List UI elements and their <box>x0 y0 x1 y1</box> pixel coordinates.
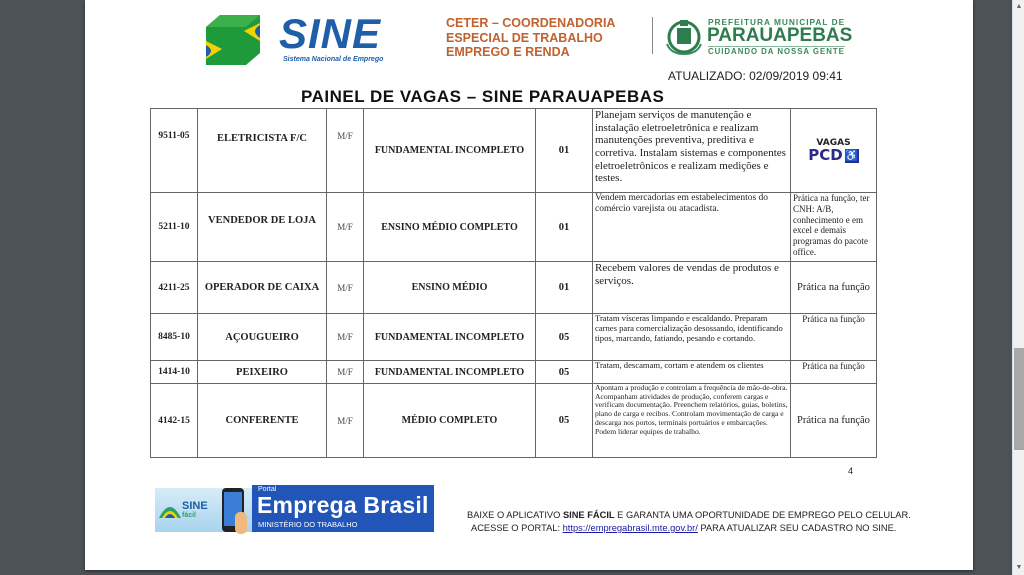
page-title: PAINEL DE VAGAS – SINE PARAUAPEBAS <box>301 87 665 106</box>
prefeitura-crest-icon <box>663 16 705 56</box>
occupation: VENDEDOR DE LOJA <box>198 193 327 262</box>
prefeitura-top: PREFEITURA MUNICIPAL DE <box>708 17 846 27</box>
sine-subtitle: Sistema Nacional de Emprego <box>283 56 384 63</box>
banner-portal-label: Portal <box>258 486 277 493</box>
requirements <box>791 109 877 193</box>
description: Tratam vísceras limpando e escaldando. Preparam carnes para comercialização desossando, identificando tipos, marcando, fatiando, pesando e cortando. <box>593 314 791 361</box>
schooling: MÉDIO COMPLETO <box>364 384 536 458</box>
cbo-code: 4142-15 <box>151 384 198 458</box>
description: Tratam, descamam, cortam e atendem os clientes <box>593 361 791 384</box>
sine-logo-text: SINE <box>279 10 382 57</box>
banner-left <box>155 488 265 532</box>
sine-facil-text: SINE <box>182 500 208 512</box>
ceter-heading <box>446 16 615 60</box>
sex: M/F <box>327 193 364 262</box>
table-row <box>151 314 877 361</box>
banner-title: Emprega Brasil <box>257 492 429 518</box>
page-number: 4 <box>848 466 854 476</box>
schooling: ENSINO MÉDIO COMPLETO <box>364 193 536 262</box>
sine-flag-logo <box>206 15 260 65</box>
table-row <box>151 384 877 458</box>
cbo-code: 1414-10 <box>151 361 198 384</box>
occupation: PEIXEIRO <box>198 361 327 384</box>
occupation: ELETRICISTA F/C <box>198 109 327 193</box>
footer-text <box>467 509 911 535</box>
scroll-down-arrow-icon[interactable]: ▼ <box>1015 564 1023 571</box>
requirements: Prática na função, ter CNH: A/B, conhecimento e em excel e demais programas do pacote office. <box>791 193 877 262</box>
footer-line-2 <box>467 522 911 535</box>
ceter-line: EMPREGO E RENDA <box>446 45 570 59</box>
vertical-scrollbar[interactable] <box>1012 0 1024 575</box>
requirements: Prática na função <box>791 262 877 314</box>
sex: M/F <box>327 109 364 193</box>
footer-app-name: SINE FÁCIL <box>562 510 615 520</box>
ceter-line: CETER – COORDENADORIA <box>446 16 616 30</box>
sex: M/F <box>327 314 364 361</box>
pcd-badge-row <box>808 148 858 163</box>
prefeitura-tagline: CUIDANDO DA NOSSA GENTE <box>708 47 845 56</box>
quantity: 05 <box>536 361 593 384</box>
cbo-code: 5211-10 <box>151 193 198 262</box>
sine-facil-logo-icon <box>159 500 181 518</box>
schooling: ENSINO MÉDIO <box>364 262 536 314</box>
table-row <box>151 361 877 384</box>
sine-facil-sub: fácil <box>182 512 197 519</box>
table-row <box>151 109 877 193</box>
table-row <box>151 193 877 262</box>
footer-line-1 <box>467 509 911 522</box>
quantity: 01 <box>536 109 593 193</box>
footer-line1-post: E GARANTA UMA OPORTUNIDADE DE EMPREGO PELO CELULAR. <box>614 510 911 520</box>
sine-facil-logo <box>182 501 208 521</box>
schooling: FUNDAMENTAL INCOMPLETO <box>364 314 536 361</box>
header-divider <box>652 17 653 54</box>
quantity: 05 <box>536 314 593 361</box>
requirements: Prática na função <box>791 361 877 384</box>
description: Apontam a produção e controlam a frequência de mão-de-obra. Acompanham atividades de produção, conferem cargas e verificam documentação. Preenchem relatórios, guias, boletins, plano de carga e recibos. Controlam movimentação de carga e descarga nos portos, terminais portuários e embarcações. Podem liderar equipes de trabalho. <box>593 384 791 458</box>
ceter-line: ESPECIAL DE TRABALHO <box>446 30 603 45</box>
occupation: OPERADOR DE CAIXA <box>198 262 327 314</box>
footer-line2-post: PARA ATUALIZAR SEU CADASTRO NO SINE. <box>697 523 897 533</box>
pcd-badge-top: VAGAS <box>816 138 851 148</box>
table-row <box>151 262 877 314</box>
requirements: Prática na função <box>791 314 877 361</box>
cbo-code: 4211-25 <box>151 262 198 314</box>
quantity: 01 <box>536 262 593 314</box>
description: Planejam serviços de manutenção e instalação eletroeletrônica e realizam manutenções preventiva, preditiva e corretiva. Instalam sistemas e componentes eletroeletrônicos e realizam medições e testes. <box>593 109 791 193</box>
description: Vendem mercadorias em estabelecimentos do comércio varejista ou atacadista. <box>593 193 791 262</box>
footer-line2-pre: ACESSE O PORTAL: <box>471 523 563 533</box>
cbo-code: 9511-05 <box>151 109 198 193</box>
quantity: 01 <box>536 193 593 262</box>
empregabrasil-banner <box>155 482 434 534</box>
scroll-thumb[interactable] <box>1014 348 1024 450</box>
requirements: Prática na função <box>791 384 877 458</box>
banner-ministry: MINISTÉRIO DO TRABALHO <box>258 520 358 529</box>
scroll-up-arrow-icon[interactable]: ▲ <box>1015 3 1023 10</box>
updated-timestamp: ATUALIZADO: 02/09/2019 09:41 <box>668 69 843 83</box>
wheelchair-icon: ♿ <box>844 149 859 162</box>
schooling: FUNDAMENTAL INCOMPLETO <box>364 361 536 384</box>
schooling: FUNDAMENTAL INCOMPLETO <box>364 109 536 193</box>
pcd-badge <box>793 138 874 163</box>
sex: M/F <box>327 384 364 458</box>
prefeitura-name: PARAUAPEBAS <box>707 25 853 46</box>
footer-line1-pre: BAIXE O APLICATIVO <box>467 510 563 520</box>
pcd-badge-text: PCD <box>808 146 843 164</box>
cbo-code: 8485-10 <box>151 314 198 361</box>
portal-link[interactable]: https://empregabrasil.mte.gov.br/ <box>562 523 698 533</box>
occupation: AÇOUGUEIRO <box>198 314 327 361</box>
hand-icon <box>235 512 247 534</box>
quantity: 05 <box>536 384 593 458</box>
description: Recebem valores de vendas de produtos e serviços. <box>593 262 791 314</box>
sex: M/F <box>327 361 364 384</box>
sex: M/F <box>327 262 364 314</box>
occupation: CONFERENTE <box>198 384 327 458</box>
vacancies-table <box>150 108 877 458</box>
pdf-page <box>85 0 973 570</box>
